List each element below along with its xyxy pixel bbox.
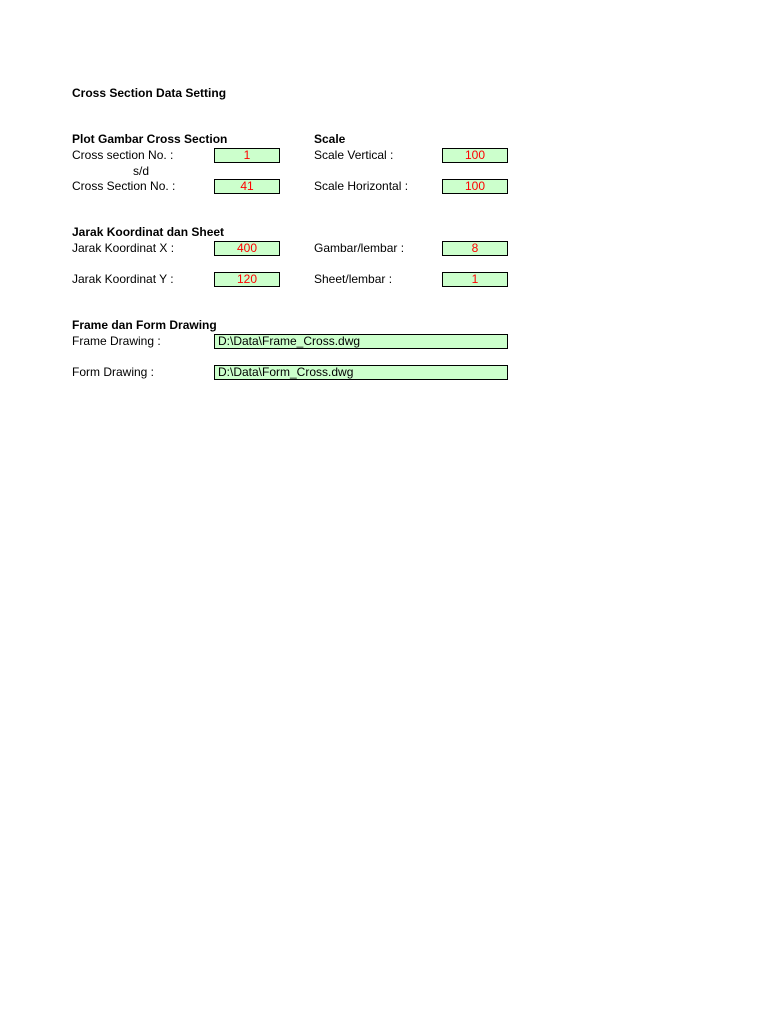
jarak-y-field[interactable]: 120 xyxy=(214,272,280,287)
scale-horizontal-field[interactable]: 100 xyxy=(442,179,508,194)
jarak-x-field[interactable]: 400 xyxy=(214,241,280,256)
sheet-lembar-field[interactable]: 1 xyxy=(442,272,508,287)
scale-vertical-field[interactable]: 100 xyxy=(442,148,508,163)
plot-section-heading: Plot Gambar Cross Section xyxy=(72,132,228,146)
frame-drawing-field[interactable]: D:\Data\Frame_Cross.dwg xyxy=(214,334,508,349)
cross-section-from-label: Cross section No. : xyxy=(72,148,174,162)
jarak-x-label: Jarak Koordinat X : xyxy=(72,241,175,255)
jarak-section-heading: Jarak Koordinat dan Sheet xyxy=(72,225,225,239)
scale-vertical-label: Scale Vertical : xyxy=(314,148,394,162)
scale-heading: Scale xyxy=(314,132,346,146)
scale-horizontal-label: Scale Horizontal : xyxy=(314,179,409,193)
gambar-lembar-label: Gambar/lembar : xyxy=(314,241,405,255)
gambar-lembar-field[interactable]: 8 xyxy=(442,241,508,256)
jarak-y-label: Jarak Koordinat Y : xyxy=(72,272,174,286)
page-title: Cross Section Data Setting xyxy=(72,86,227,100)
frame-drawing-label: Frame Drawing : xyxy=(72,334,161,348)
cross-section-to-label: Cross Section No. : xyxy=(72,179,176,193)
cross-section-from-field[interactable]: 1 xyxy=(214,148,280,163)
sheet-lembar-label: Sheet/lembar : xyxy=(314,272,393,286)
frame-section-heading: Frame dan Form Drawing xyxy=(72,318,217,332)
cross-section-to-field[interactable]: 41 xyxy=(214,179,280,194)
form-drawing-field[interactable]: D:\Data\Form_Cross.dwg xyxy=(214,365,508,380)
form-drawing-label: Form Drawing : xyxy=(72,365,155,379)
sd-label: s/d xyxy=(133,164,150,178)
